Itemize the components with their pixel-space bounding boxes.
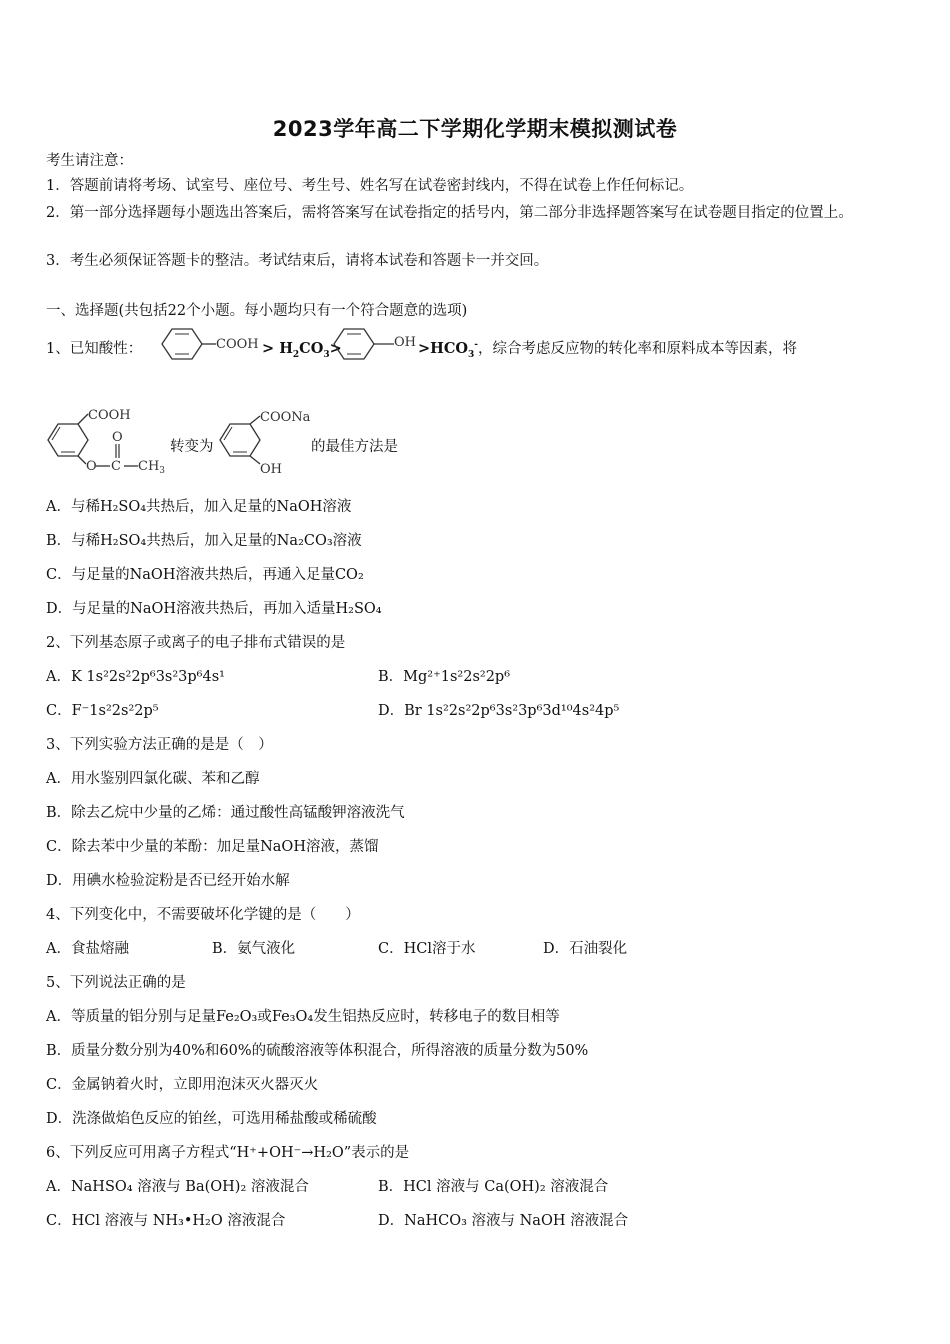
hco3: $>HCO_3^-$，综合考虑反应物的转化率和原料成本等因素，将 (418, 340, 798, 360)
q5-option-a: A．等质量的铝分别与足量Fe₂O₃或Fe₃O₄发生铝热反应时，转移电子的数目相等 (46, 1009, 560, 1025)
ch3-label: $CH_3$ (138, 459, 166, 476)
q1-option-d: D．与足量的NaOH溶液共热后，再加入适量H₂SO₄ (46, 601, 382, 617)
q1-mid: 转变为 (170, 439, 214, 455)
aspirin-structure (44, 402, 168, 478)
q1-stem-a: 1、已知酸性： (46, 341, 143, 357)
q4-option-b: B．氨气液化 (212, 941, 296, 957)
q5-option-d: D．洗涤做焰色反应的铂丝，可选用稀盐酸或稀硫酸 (46, 1111, 377, 1127)
q3-option-d: D．用碘水检验淀粉是否已经开始水解 (46, 873, 290, 889)
q3-stem: 3、下列实验方法正确的是是（ ） (46, 737, 273, 753)
notice-item-3: 3．考生必须保证答题卡的整洁。考试结束后，请将本试卷和答题卡一并交回。 (46, 253, 549, 269)
sodium-salicylate-structure (216, 404, 316, 478)
h2co3: > $H_2CO_3>$ (262, 340, 342, 360)
q1-option-b: B．与稀H₂SO₄共热后，加入足量的Na₂CO₃溶液 (46, 533, 362, 549)
q3-option-c: C．除去苯中少量的苯酚：加足量NaOH溶液，蒸馏 (46, 839, 379, 855)
q2-option-b: B．Mg²⁺1s²2s²2p⁶ (378, 669, 511, 685)
q4-stem: 4、下列变化中，不需要破坏化学键的是（ ） (46, 907, 360, 923)
benzoic-acid-structure (152, 324, 264, 364)
q6-option-d: D．NaHCO₃ 溶液与 NaOH 溶液混合 (378, 1213, 629, 1229)
oh-label-1: OH (394, 335, 416, 350)
q5-stem: 5、下列说法正确的是 (46, 975, 186, 991)
o-label: O (86, 459, 97, 474)
notice-item-1: 1．答题前请将考场、试室号、座位号、考生号、姓名写在试卷密封线内，不得在试卷上作任何标记。 (46, 178, 694, 194)
notice-item-2: 2．第一部分选择题每小题选出答案后，需将答案写在试卷指定的括号内，第二部分非选择题答案写在试卷题目指定的位置上。 (46, 205, 853, 221)
q6-option-b: B．HCl 溶液与 Ca(OH)₂ 溶液混合 (378, 1179, 609, 1195)
q6-option-a: A．NaHSO₄ 溶液与 Ba(OH)₂ 溶液混合 (46, 1179, 309, 1195)
q6-stem: 6、下列反应可用离子方程式“H⁺+OH⁻→H₂O”表示的是 (46, 1145, 410, 1161)
page-title: 2023学年高二下学期化学期末模拟测试卷 (272, 117, 678, 141)
q2-option-d: D．Br 1s²2s²2p⁶3s²3p⁶3d¹⁰4s²4p⁵ (378, 703, 620, 719)
q2-option-a: A．K 1s²2s²2p⁶3s²3p⁶4s¹ (46, 669, 225, 685)
q3-option-a: A．用水鉴别四氯化碳、苯和乙醇 (46, 771, 260, 787)
q2-stem: 2、下列基态原子或离子的电子排布式错误的是 (46, 635, 346, 651)
phenol-structure (330, 324, 422, 364)
section-heading: 一、选择题(共包括22个小题。每小题均只有一个符合题意的选项) (46, 303, 468, 319)
c-label: C (111, 459, 121, 474)
carbonyl-o-label: O (112, 430, 123, 445)
q3-option-b: B．除去乙烷中少量的乙烯：通过酸性高锰酸钾溶液洗气 (46, 805, 405, 821)
q1-option-a: A．与稀H₂SO₄共热后，加入足量的NaOH溶液 (46, 499, 352, 515)
q1-end: 的最佳方法是 (311, 439, 398, 455)
q4-option-c: C．HCl溶于水 (378, 941, 476, 957)
q5-option-b: B．质量分数分别为40%和60%的硫酸溶液等体积混合，所得溶液的质量分数为50% (46, 1043, 589, 1059)
oh-label-2: OH (260, 462, 282, 477)
q1-option-c: C．与足量的NaOH溶液共热后，再通入足量CO₂ (46, 567, 364, 583)
cooh-label-2: COOH (88, 408, 131, 423)
q5-option-c: C．金属钠着火时，立即用泡沫灭火器灭火 (46, 1077, 319, 1093)
q2-option-c: C．F⁻1s²2s²2p⁵ (46, 703, 159, 719)
coona-label: COONa (260, 410, 311, 425)
q6-option-c: C．HCl 溶液与 NH₃•H₂O 溶液混合 (46, 1213, 286, 1229)
notice-heading: 考生请注意： (46, 153, 133, 169)
q4-option-a: A．食盐熔融 (46, 941, 129, 957)
cooh-label-1: COOH (216, 337, 259, 352)
q4-option-d: D．石油裂化 (543, 941, 628, 957)
